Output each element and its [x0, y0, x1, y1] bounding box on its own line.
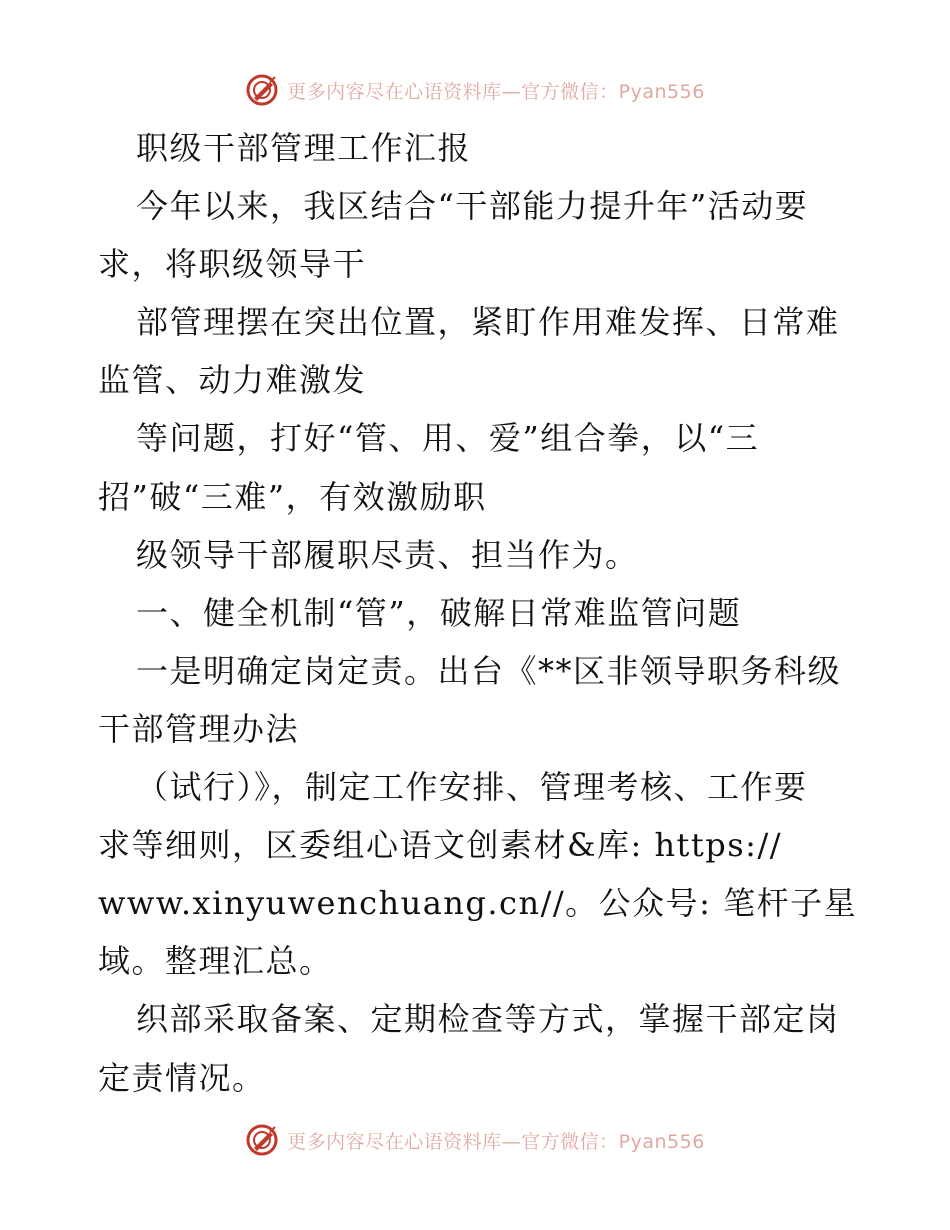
document-body [98, 119, 858, 1107]
pen-logo-icon [245, 1123, 279, 1157]
header-watermark [0, 70, 950, 110]
paragraph-line: 等问题，打好“管、用、爱”组合拳，以“三 [136, 419, 760, 458]
footer-watermark-text: 更多内容尽在心语资料库—官方微信：Pyan556 [287, 1130, 705, 1153]
paragraph-line: 织部采取备案、定期检查等方式，掌握干部定岗 [136, 1000, 840, 1039]
paragraph-line: 招”破“三难”，有效激励职 [98, 477, 487, 516]
paragraph-line: 监管、动力难激发 [98, 361, 367, 400]
paragraph-line: 今年以来，我区结合“干部能力提升年”活动要 [136, 187, 809, 226]
paragraph-line: 干部管理办法 [98, 709, 300, 748]
header-watermark-text: 更多内容尽在心语资料库—官方微信：Pyan556 [287, 80, 705, 103]
paragraph-line: www.xinyuwenchuang.cn//。公众号: 笔杆子星 [98, 884, 858, 923]
paragraph-line: 定责情况。 [98, 1058, 266, 1097]
paragraph-line: （试行）》，制定工作安排、管理考核、工作要 [136, 768, 808, 807]
paragraph-line: 级领导干部履职尽责、担当作为。 [136, 535, 639, 574]
paragraph-line: 一是明确定岗定责。出台《**区非领导职务科级 [136, 651, 842, 690]
document-title: 职级干部管理工作汇报 [136, 129, 472, 167]
paragraph-line: 部管理摆在突出位置，紧盯作用难发挥、日常难 [136, 303, 840, 342]
pen-logo-icon [245, 73, 279, 107]
paragraph-line: 求，将职级领导干 [98, 245, 367, 284]
paragraph-line: 域。整理汇总。 [98, 942, 333, 981]
footer-watermark [0, 1120, 950, 1160]
paragraph-line: 求等细则，区委组心语文创素材&库: https:// [98, 826, 783, 865]
section-heading: 一、健全机制“管”，破解日常难监管问题 [136, 593, 742, 632]
